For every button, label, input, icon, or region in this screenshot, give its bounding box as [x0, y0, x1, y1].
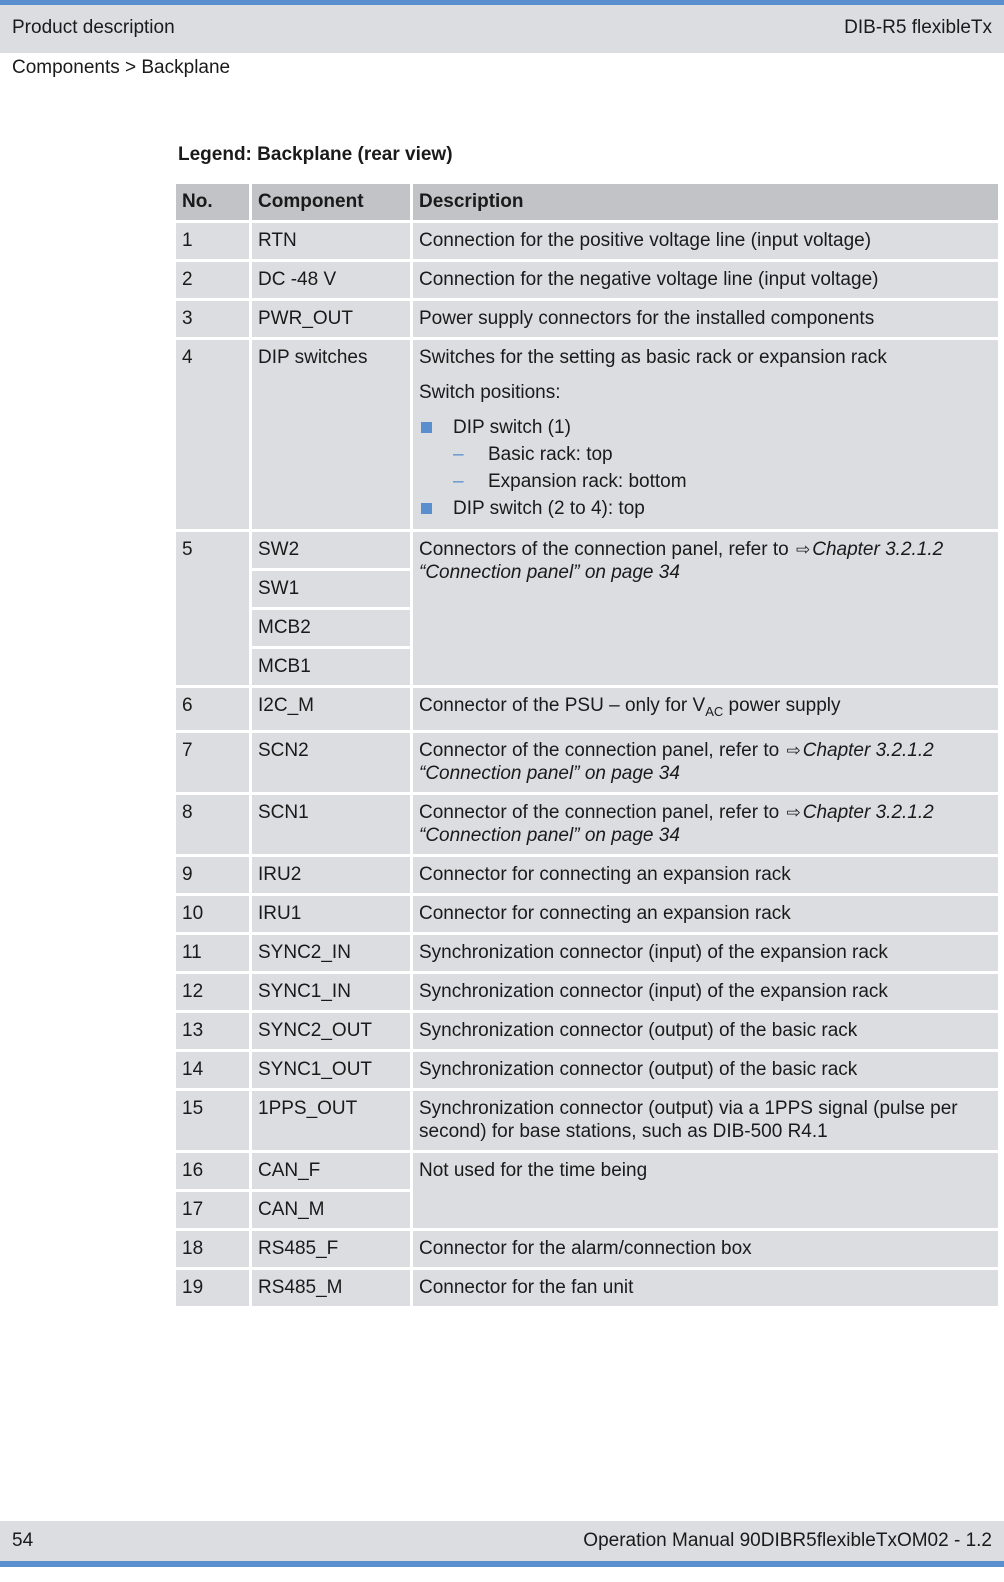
cell-no: 4	[176, 340, 249, 529]
cell-no: 15	[176, 1091, 249, 1150]
sub-list	[453, 441, 992, 495]
cell-no: 5	[176, 532, 249, 685]
document-id: Operation Manual 90DIBR5flexibleTxOM02 - 1.2	[583, 1530, 992, 1551]
cell-description: Synchronization connector (output) via a 1PPS signal (pulse per second) for base stations, such as DIB-500 R4.1	[413, 1091, 998, 1150]
table-row	[176, 733, 998, 792]
cell-component: CAN_M	[252, 1192, 410, 1228]
subscript-ac: AC	[705, 703, 724, 719]
chapter-link[interactable]: Chapter 3.2.1.2 “Connection panel” on page 34	[419, 739, 934, 784]
cell-description: Power supply connectors for the installed components	[413, 301, 998, 337]
cell-component: SW1	[252, 571, 410, 607]
table-row	[176, 857, 998, 893]
cell-component: CAN_F	[252, 1153, 410, 1189]
section-title: Product description	[12, 17, 175, 38]
page-number: 54	[12, 1530, 34, 1551]
cell-no: 14	[176, 1052, 249, 1088]
description-text: power supply	[723, 695, 841, 716]
cell-component: SW2	[252, 532, 410, 568]
cell-component: DC -48 V	[252, 262, 410, 298]
legend-title: Legend: Backplane (rear view)	[178, 144, 453, 165]
table-row	[176, 532, 998, 568]
table-row	[176, 1153, 998, 1189]
list-item	[419, 414, 992, 495]
cell-component: SYNC1_IN	[252, 974, 410, 1010]
cell-component: SCN1	[252, 795, 410, 854]
cross-reference-icon: ⇨	[786, 740, 801, 760]
cell-description: Synchronization connector (input) of the expansion rack	[413, 935, 998, 971]
cell-component: SYNC1_OUT	[252, 1052, 410, 1088]
table-row	[176, 223, 998, 259]
description-text: Connector of the connection panel, refer to	[419, 739, 780, 761]
table-header-row	[176, 184, 998, 220]
cell-description: Connector for the fan unit	[413, 1270, 998, 1306]
list-item: – Expansion rack: bottom	[453, 468, 992, 495]
description-text: Connector of the PSU – only for V	[419, 695, 706, 716]
table-row	[176, 301, 998, 337]
cell-description	[413, 340, 998, 529]
cell-description: Synchronization connector (output) of the basic rack	[413, 1013, 998, 1049]
cell-component: 1PPS_OUT	[252, 1091, 410, 1150]
cell-component: RTN	[252, 223, 410, 259]
cell-description: Synchronization connector (input) of the expansion rack	[413, 974, 998, 1010]
description-text: Connector of the connection panel, refer to	[419, 801, 780, 823]
cell-description: Synchronization connector (output) of the basic rack	[413, 1052, 998, 1088]
cell-component: IRU2	[252, 857, 410, 893]
product-name: DIB-R5 flexibleTx	[844, 17, 992, 38]
legend-table	[173, 181, 1001, 1309]
cell-description	[413, 532, 998, 685]
table-row	[176, 1270, 998, 1306]
table-row	[176, 1231, 998, 1267]
cell-no: 17	[176, 1192, 249, 1228]
table-row	[176, 896, 998, 932]
table-row	[176, 340, 998, 529]
cell-no: 1	[176, 223, 249, 259]
cell-component: RS485_M	[252, 1270, 410, 1306]
list-item: – Basic rack: top	[453, 441, 992, 468]
cell-no: 11	[176, 935, 249, 971]
description-text: Switches for the setting as basic rack or expansion rack	[419, 347, 887, 368]
cell-component: DIP switches	[252, 340, 410, 529]
page-header	[0, 5, 1004, 53]
cell-no: 18	[176, 1231, 249, 1267]
cell-no: 10	[176, 896, 249, 932]
breadcrumb: Components > Backplane	[12, 57, 231, 78]
cell-description: Not used for the time being	[413, 1153, 998, 1228]
table-row	[176, 262, 998, 298]
cell-component: SYNC2_IN	[252, 935, 410, 971]
cell-description: Connection for the negative voltage line (input voltage)	[413, 262, 998, 298]
cell-no: 2	[176, 262, 249, 298]
column-header-description: Description	[413, 184, 998, 220]
cell-no: 8	[176, 795, 249, 854]
cell-no: 12	[176, 974, 249, 1010]
list-item: DIP switch (2 to 4): top	[419, 495, 992, 522]
table-row	[176, 974, 998, 1010]
cell-description: Connector for connecting an expansion rack	[413, 857, 998, 893]
cell-component: RS485_F	[252, 1231, 410, 1267]
cell-component: I2C_M	[252, 688, 410, 730]
cross-reference-icon: ⇨	[795, 540, 811, 559]
column-header-component: Component	[252, 184, 410, 220]
page-footer	[0, 1521, 1004, 1561]
bottom-accent-line	[0, 1561, 1004, 1567]
cell-no: 13	[176, 1013, 249, 1049]
column-header-no: No.	[176, 184, 249, 220]
cell-description	[413, 733, 998, 792]
cell-no: 9	[176, 857, 249, 893]
table-row	[176, 1091, 998, 1150]
cell-component: MCB1	[252, 649, 410, 685]
table-row	[176, 795, 998, 854]
cell-description	[413, 795, 998, 854]
cell-component: MCB2	[252, 610, 410, 646]
cell-no: 16	[176, 1153, 249, 1189]
table-row	[176, 1052, 998, 1088]
cell-description: Connector for the alarm/connection box	[413, 1231, 998, 1267]
cell-component: SYNC2_OUT	[252, 1013, 410, 1049]
chapter-link[interactable]: Chapter 3.2.1.2 “Connection panel” on page 34	[419, 801, 934, 846]
cell-no: 3	[176, 301, 249, 337]
cell-component: IRU1	[252, 896, 410, 932]
table-row	[176, 935, 998, 971]
cell-no: 6	[176, 688, 249, 730]
cell-no: 19	[176, 1270, 249, 1306]
description-text: Connectors of the connection panel, refer to	[419, 539, 789, 560]
cell-no: 7	[176, 733, 249, 792]
table-row	[176, 1013, 998, 1049]
cell-description	[413, 688, 998, 730]
list-item-text: DIP switch (1)	[453, 417, 571, 438]
cell-description: Connection for the positive voltage line (input voltage)	[413, 223, 998, 259]
table-row	[176, 688, 998, 730]
chapter-link[interactable]: Chapter 3.2.1.2 “Connection panel” on page 34	[419, 539, 944, 583]
cell-component: SCN2	[252, 733, 410, 792]
cross-reference-icon: ⇨	[786, 802, 801, 822]
bullet-list	[419, 414, 992, 522]
cell-component: PWR_OUT	[252, 301, 410, 337]
description-text: Switch positions:	[419, 382, 561, 403]
cell-description: Connector for connecting an expansion rack	[413, 896, 998, 932]
